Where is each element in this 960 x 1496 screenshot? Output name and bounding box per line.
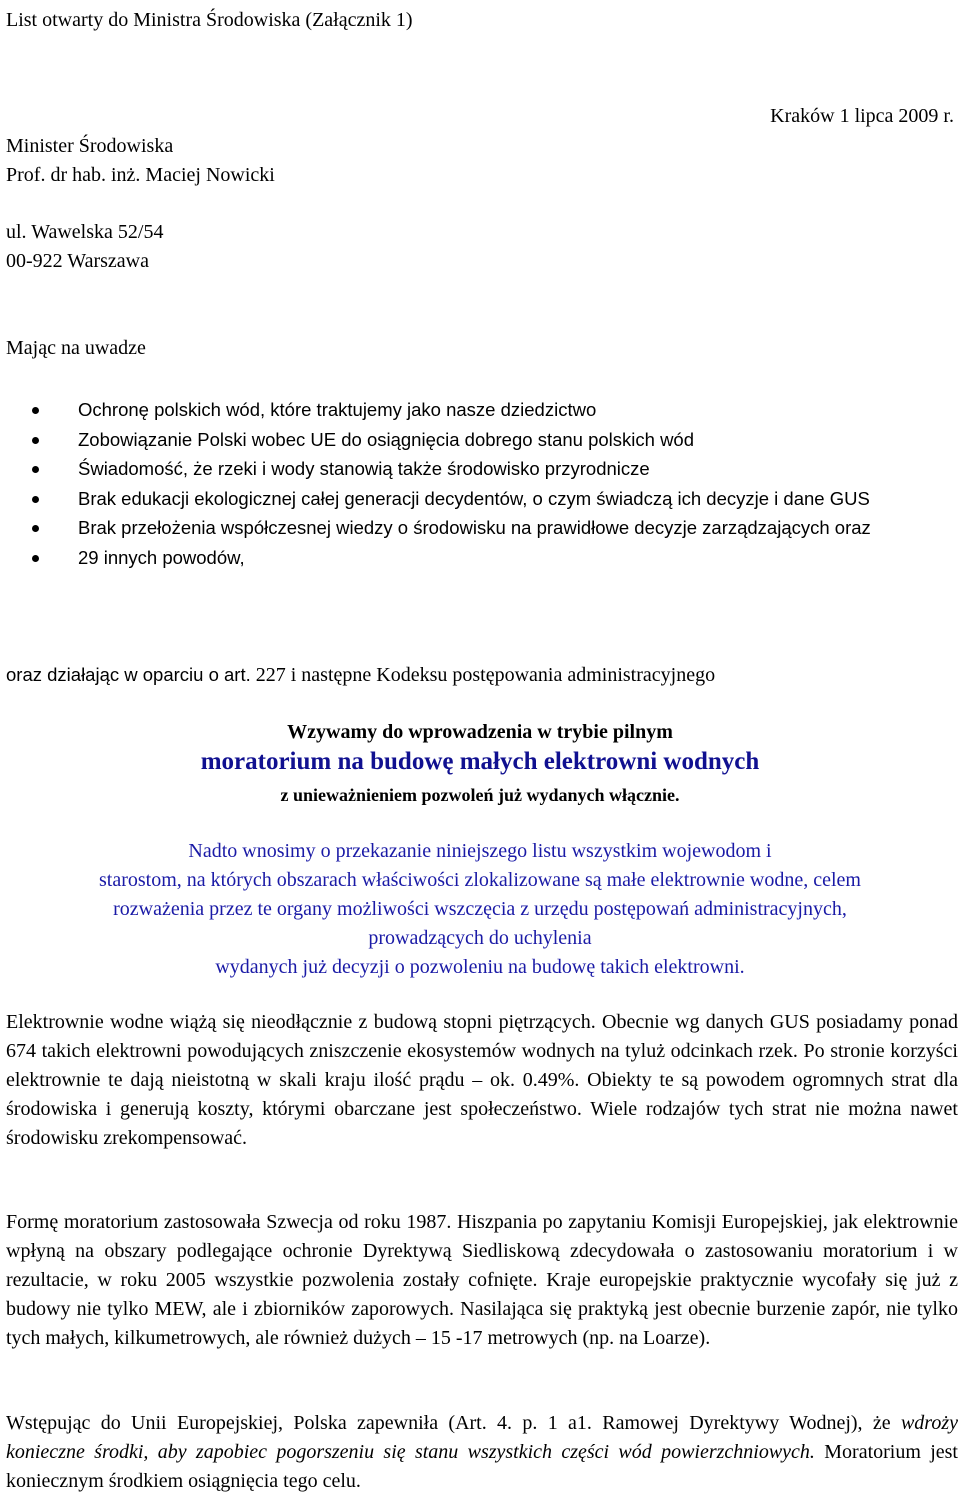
request-line: wydanych już decyzji o pozwoleniu na budowę takich elektrowni. <box>215 956 745 978</box>
directive-quote: wdroży konieczne środki, aby zapobiec pogorszeniu się stanu wszystkich części wód powierzchniowych. <box>6 1412 958 1463</box>
bullet-icon <box>32 466 39 473</box>
paragraph-eu-obligation: Wstępując do Unii Europejskiej, Polska zapewniła (Art. 4. p. 1 a1. Ramowej Dyrektywy Wodnej), że wdroży konieczne środki, aby zapobiec pogorszeniu się stanu wszystkich części wód powierzchniowych. Moratorium jest koniecznym środkiem osiągnięcia tego celu. <box>6 1412 958 1492</box>
legal-basis: oraz działając w oparciu o art. 227 i następne Kodeksu postępowania administracyjnego <box>6 664 716 686</box>
intro-line: Mając na uwadze <box>6 337 146 359</box>
bullet-icon <box>32 496 39 503</box>
bullet-icon <box>32 525 39 532</box>
bullet-icon <box>32 555 39 562</box>
list-item: Brak przełożenia współczesnej wiedzy o środowisku na prawidłowe decyzje zarządzających oraz <box>6 513 958 543</box>
bullet-icon <box>32 407 39 414</box>
letter-date: Kraków 1 lipca 2009 r. <box>770 105 954 127</box>
recipient-title: Prof. dr hab. inż. Maciej Nowicki <box>6 164 275 186</box>
paragraph-moratorium-history: Formę moratorium zastosowała Szwecja od roku 1987. Hiszpania po zapytaniu Komisji Europejskiej, jak elektrownie wpłyną na obszary podlegające ochronie Dyrektywą Siedliskową zdecydowała o zastosowaniu moratorium i w rezultacie, w roku 2005 wszystkie pozwolenia zostały cofnięte. Kraje europejskie praktycznie wycofały się już z budowy nie tylko MEW, ale i zbiorników zaporowych. Nasilająca się praktyką jest obecnie burzenie zapór, nie tylko tych małych, kilkumetrowych, ale również dużych – 15 -17 metrowych (np. na Loarze). <box>6 1211 958 1349</box>
list-item: Świadomość, że rzeki i wody stanowią także środowisko przyrodnicze <box>6 454 958 484</box>
recipient-block <box>6 132 275 190</box>
list-item: Zobowiązanie Polski wobec UE do osiągnięcia dobrego stanu polskich wód <box>6 425 958 455</box>
bullet-icon <box>32 437 39 444</box>
request-line: Nadto wnosimy o przekazanie niniejszego listu wszystkim wojewodom i <box>188 840 772 862</box>
address-city: 00-922 Warszawa <box>6 250 149 272</box>
appeal-subheading: z unieważnieniem pozwoleń już wydanych włącznie. <box>280 785 680 805</box>
request-line: prowadzących do uchylenia <box>368 927 592 949</box>
list-item: 29 innych powodów, <box>6 543 958 573</box>
request-block <box>0 837 960 982</box>
reasons-list <box>6 395 958 572</box>
request-line: rozważenia przez te organy możliwości wszczęcia z urzędu postępowań administracyjnych, <box>113 898 847 920</box>
appeal-heading: Wzywamy do wprowadzenia w trybie pilnym <box>287 721 673 743</box>
recipient-name: Minister Środowiska <box>6 135 174 157</box>
paragraph-hydro: Elektrownie wodne wiążą się nieodłącznie z budową stopni piętrzących. Obecnie wg danych GUS posiadamy ponad 674 takich elektrowni powodujących zniszczenie ekosystemów wodnych na tyluż odcinkach rzek. Po stronie korzyści elektrownie te dają nieistotną w skali kraju ilość prądu – ok. 0.49%. Obiekty te są powodem ogromnych strat dla środowiska i generują koszty, którymi obarczane jest społeczeństwo. Wiele rodzajów tych strat nie można nawet środowisku zrekompensować. <box>6 1011 958 1149</box>
document-title: List otwarty do Ministra Środowiska (Załącznik 1) <box>6 9 413 31</box>
list-item: Brak edukacji ekologicznej całej generacji decydentów, o czym świadczą ich decyzje i dane GUS <box>6 484 958 514</box>
request-line: starostom, na których obszarach właściwości zlokalizowane są małe elektrownie wodne, celem <box>99 869 861 891</box>
moratorium-heading: moratorium na budowę małych elektrowni wodnych <box>200 748 760 775</box>
list-item: Ochronę polskich wód, które traktujemy jako nasze dziedzictwo <box>6 395 958 425</box>
recipient-address <box>6 218 163 276</box>
address-street: ul. Wawelska 52/54 <box>6 221 164 243</box>
